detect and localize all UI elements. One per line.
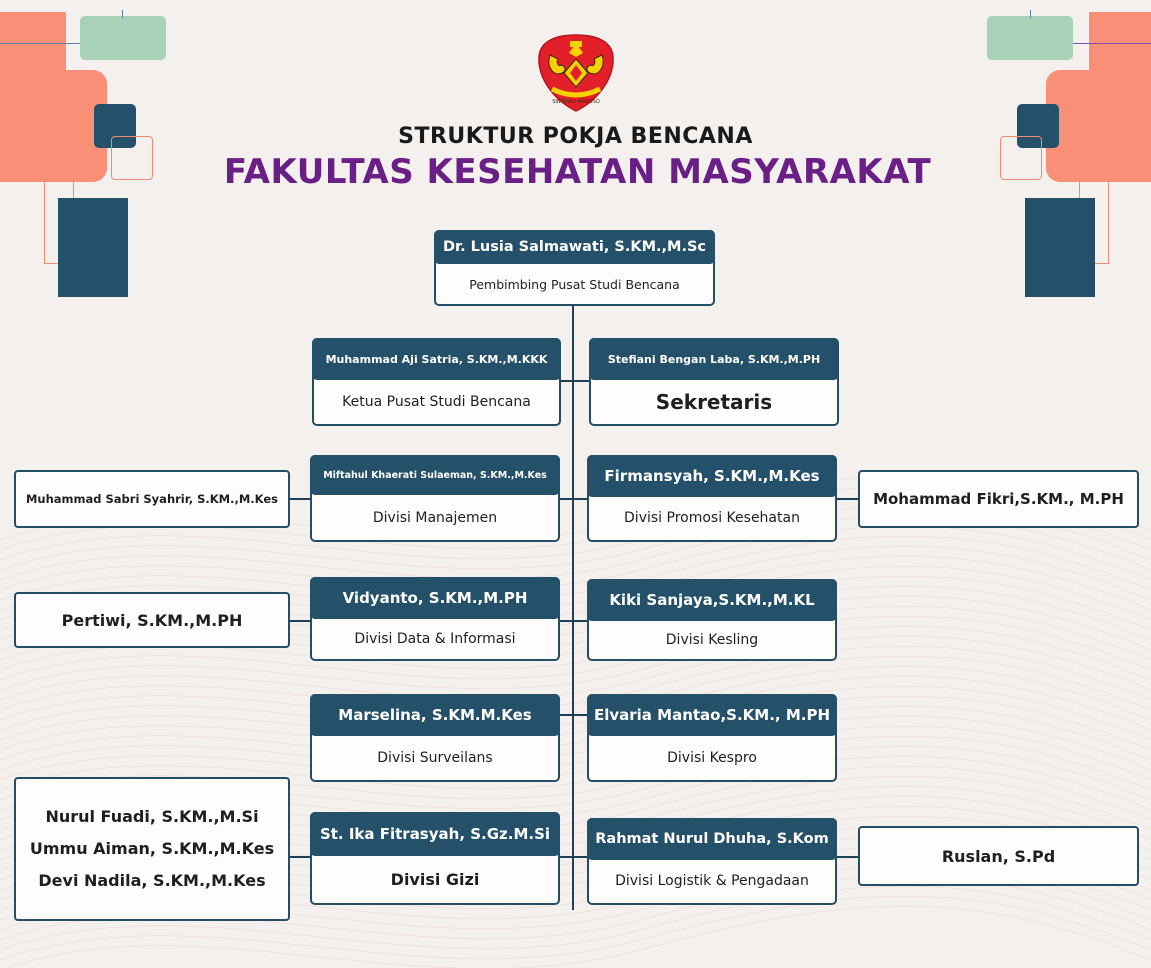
node-manajemen-role: Divisi Manajemen [372, 510, 498, 526]
row3-connector [558, 714, 588, 716]
node-surveilans-role: Divisi Surveilans [377, 750, 493, 766]
node-divisi-promkes [587, 455, 837, 542]
deco-navy-bar-right [1025, 198, 1095, 297]
member-manajemen-name: Muhammad Sabri Syahrir, S.KM.,M.Kes [25, 492, 279, 506]
member-gizi-1: Nurul Fuadi, S.KM.,M.Si [45, 807, 259, 826]
node-datinfo-name: Vidyanto, S.KM.,M.PH [310, 577, 560, 619]
node-kesling-role: Divisi Kesling [665, 632, 759, 648]
node-divisi-kesling [587, 579, 837, 661]
node-ketua [312, 338, 561, 426]
node-sekretaris [589, 338, 839, 426]
row1-right-member-connector [836, 498, 860, 500]
deco-mint-block-left [80, 16, 166, 60]
node-surveilans-name: Marselina, S.KM.M.Kes [310, 694, 560, 736]
node-manajemen-name: Miftahul Khaerati Sulaeman, S.KM.,M.Kes [310, 455, 560, 495]
node-divisi-gizi [310, 812, 560, 905]
row4-right-member-connector [836, 856, 860, 858]
node-kesling-name: Kiki Sanjaya,S.KM.,M.KL [587, 579, 837, 621]
deco-thin-line-left [0, 43, 80, 44]
member-promkes [858, 470, 1139, 528]
node-kespro-role: Divisi Kespro [667, 750, 757, 766]
university-logo [536, 33, 616, 113]
node-gizi-name: St. Ika Fitrasyah, S.Gz.M.Si [310, 812, 560, 856]
node-ketua-name: Muhammad Aji Satria, S.KM.,M.KKK [312, 338, 561, 380]
member-datinfo-name: Pertiwi, S.KM.,M.PH [61, 610, 243, 630]
node-divisi-surveilans [310, 694, 560, 782]
deco-mint-block-right [987, 16, 1073, 60]
member-gizi-3: Devi Nadila, S.KM.,M.Kes [38, 871, 266, 890]
node-promkes-name: Firmansyah, S.KM.,M.Kes [587, 455, 837, 497]
node-ketua-role: Ketua Pusat Studi Bencana [342, 394, 531, 410]
member-gizi-2: Ummu Aiman, S.KM.,M.Kes [29, 839, 275, 858]
node-logistik-role: Divisi Logistik & Pengadaan [615, 873, 809, 889]
member-manajemen [14, 470, 290, 528]
member-promkes-name: Mohammad Fikri,S.KM., M.PH [873, 490, 1124, 508]
node-gizi-role: Divisi Gizi [390, 870, 480, 889]
deco-thin-tick-right [1030, 10, 1031, 18]
member-logistik-name: Ruslan, S.Pd [941, 846, 1056, 866]
row4-connector [558, 856, 588, 858]
node-logistik-name: Rahmat Nurul Dhuha, S.Kom [587, 818, 837, 860]
node-pembimbing-name: Dr. Lusia Salmawati, S.KM.,M.Sc [434, 230, 715, 264]
node-pembimbing-role: Pembimbing Pusat Studi Bencana [469, 276, 680, 292]
row2-left-member-connector [288, 620, 311, 622]
node-pembimbing [434, 230, 715, 306]
node-divisi-datinfo [310, 577, 560, 661]
node-divisi-manajemen [310, 455, 560, 542]
node-kespro-name: Elvaria Mantao,S.KM., M.PH [587, 694, 837, 736]
deco-thin-tick-left [122, 10, 123, 18]
main-vertical-connector [572, 305, 574, 910]
row2-connector [558, 620, 588, 622]
deco-navy-bar-left [58, 198, 128, 297]
node-sekretaris-name: Stefiani Bengan Laba, S.KM.,M.PH [589, 338, 839, 380]
member-datinfo [14, 592, 290, 648]
chart-title-line2: FAKULTAS KESEHATAN MASYARAKAT [223, 152, 932, 192]
row1-left-member-connector [288, 498, 311, 500]
node-datinfo-role: Divisi Data & Informasi [354, 631, 516, 647]
node-promkes-role: Divisi Promosi Kesehatan [624, 510, 800, 526]
row4-left-member-connector [288, 856, 311, 858]
logo-motto: SINTUWU MAROSO [552, 99, 600, 105]
node-divisi-logistik [587, 818, 837, 905]
row1-connector [558, 498, 588, 500]
member-gizi [14, 777, 290, 921]
deco-thin-line-right [1073, 43, 1151, 44]
node-divisi-kespro [587, 694, 837, 782]
node-sekretaris-role: Sekretaris [655, 390, 773, 414]
member-logistik [858, 826, 1139, 886]
chart-title-line1: STRUKTUR POKJA BENCANA [398, 124, 753, 149]
